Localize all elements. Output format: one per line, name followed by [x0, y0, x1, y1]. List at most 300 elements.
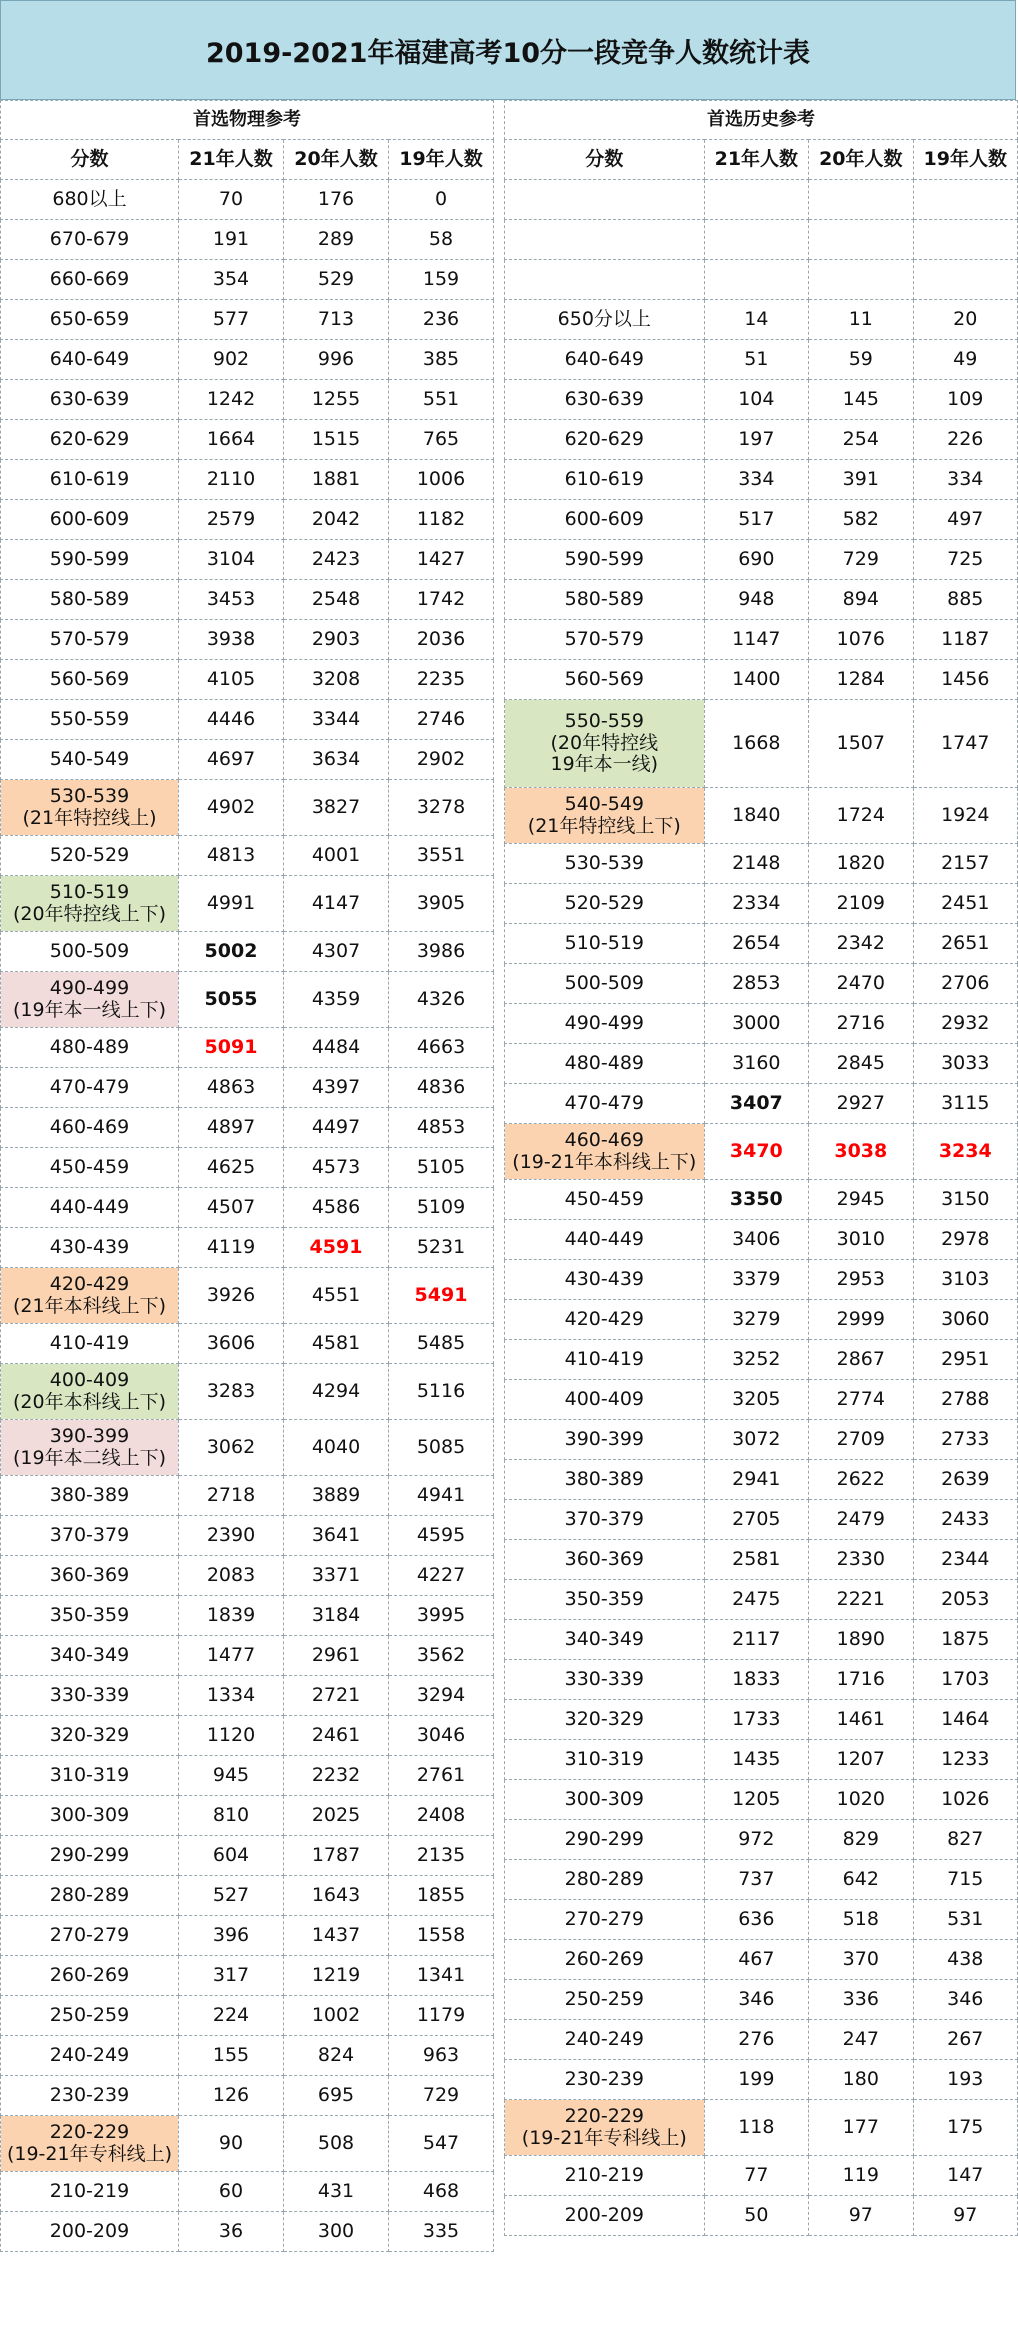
- count-2021: 4813: [179, 836, 284, 876]
- score-range: 520-529: [564, 891, 644, 914]
- count-2019: 20: [913, 300, 1017, 340]
- count-2021: 60: [179, 2172, 284, 2212]
- count-2019: 2733: [913, 1420, 1017, 1460]
- score-range-cell: [505, 1820, 705, 1860]
- score-range: 570-579: [49, 627, 130, 650]
- count-2019: 827: [913, 1820, 1017, 1860]
- count-2020: 4497: [284, 1108, 389, 1148]
- count-2021: 737: [704, 1860, 808, 1900]
- count-2019: 5085: [389, 1420, 494, 1476]
- table-row: [505, 1700, 1018, 1740]
- score-range-cell: [505, 380, 705, 420]
- count-2020: 1724: [809, 788, 913, 844]
- count-2021: 3926: [179, 1268, 284, 1324]
- count-2019: 547: [389, 2116, 494, 2172]
- table-row: [505, 1220, 1018, 1260]
- count-2021: 104: [704, 380, 808, 420]
- score-range-cell: [505, 2156, 705, 2196]
- score-range: 300-309: [49, 1803, 130, 1826]
- count-2020: 829: [809, 1820, 913, 1860]
- physics-group-label: 首选物理参考: [1, 101, 494, 140]
- score-range-cell: [505, 1300, 705, 1340]
- score-range-cell: [1, 1068, 179, 1108]
- score-range-cell: [505, 1260, 705, 1300]
- table-row: [505, 1820, 1018, 1860]
- score-range-cell: [1, 380, 179, 420]
- threshold-note: (19-21年专科线上): [6, 2142, 173, 2165]
- score-range-cell: [505, 1700, 705, 1740]
- count-2019: 346: [913, 1980, 1017, 2020]
- table-row: [505, 1660, 1018, 1700]
- count-2019: 175: [913, 2100, 1017, 2156]
- count-2021: 199: [704, 2060, 808, 2100]
- score-range: 680以上: [52, 187, 127, 210]
- count-2021: 276: [704, 2020, 808, 2060]
- count-2019: 1558: [389, 1916, 494, 1956]
- score-range-cell: [505, 540, 705, 580]
- count-2021: 3062: [179, 1420, 284, 1476]
- count-2021: 2581: [704, 1540, 808, 1580]
- count-2021: 3104: [179, 540, 284, 580]
- score-range: 570-579: [564, 627, 644, 650]
- table-row: [505, 1084, 1018, 1124]
- count-2019: 3033: [913, 1044, 1017, 1084]
- count-2021: 3279: [704, 1300, 808, 1340]
- score-range: 430-439: [564, 1267, 644, 1290]
- table-row: [505, 1044, 1018, 1084]
- count-2019: 3278: [389, 780, 494, 836]
- count-2020: 2221: [809, 1580, 913, 1620]
- physics-table: [0, 100, 494, 2252]
- table-row: [505, 1620, 1018, 1660]
- table-row: [505, 580, 1018, 620]
- score-range-cell: [1, 1636, 179, 1676]
- score-range: 380-389: [564, 1467, 644, 1490]
- score-range: 520-529: [49, 843, 130, 866]
- score-range-cell: [1, 700, 179, 740]
- count-2020: 4397: [284, 1068, 389, 1108]
- table-row: [505, 420, 1018, 460]
- table-row: [505, 1860, 1018, 1900]
- score-range-cell: [1, 972, 179, 1028]
- table-row: [1, 1556, 494, 1596]
- table-row: [1, 620, 494, 660]
- count-2021: 197: [704, 420, 808, 460]
- score-range-cell: [1, 1956, 179, 1996]
- score-range-cell: [1, 580, 179, 620]
- table-row: [1, 1188, 494, 1228]
- count-2019: 5231: [389, 1228, 494, 1268]
- table-row: [505, 260, 1018, 300]
- count-2020: 4307: [284, 932, 389, 972]
- history-group-label: 首选历史参考: [505, 101, 1018, 140]
- score-range-cell: [1, 1836, 179, 1876]
- table-row: [505, 1580, 1018, 1620]
- count-2019: 531: [913, 1900, 1017, 1940]
- count-2021: 1840: [704, 788, 808, 844]
- count-2021: 3072: [704, 1420, 808, 1460]
- score-range-cell: [505, 1420, 705, 1460]
- count-2020: 247: [809, 2020, 913, 2060]
- count-2019: 2706: [913, 964, 1017, 1004]
- table-row: [1, 260, 494, 300]
- table-row: [505, 460, 1018, 500]
- count-2020: 2953: [809, 1260, 913, 1300]
- score-range-cell: [505, 220, 705, 260]
- count-2021: 2941: [704, 1460, 808, 1500]
- table-row: [1, 836, 494, 876]
- score-range: 310-319: [49, 1763, 130, 1786]
- table-row: [1, 1516, 494, 1556]
- score-range-cell: [505, 1660, 705, 1700]
- count-2019: 1006: [389, 460, 494, 500]
- count-2019: 0: [389, 180, 494, 220]
- score-range-cell: [1, 1556, 179, 1596]
- count-2019: 1747: [913, 700, 1017, 788]
- table-row: [505, 700, 1018, 788]
- count-2019: 3551: [389, 836, 494, 876]
- count-2020: 2342: [809, 924, 913, 964]
- table-row: [505, 1004, 1018, 1044]
- count-2021: 517: [704, 500, 808, 540]
- score-range: 240-249: [49, 2043, 130, 2066]
- count-2019: 5485: [389, 1324, 494, 1364]
- count-2019: 4941: [389, 1476, 494, 1516]
- score-range: 200-209: [564, 2203, 644, 2226]
- count-2019: 2651: [913, 924, 1017, 964]
- count-2020: 1255: [284, 380, 389, 420]
- count-2021: 346: [704, 1980, 808, 2020]
- count-2021: 4991: [179, 876, 284, 932]
- count-2020: 4551: [284, 1268, 389, 1324]
- threshold-note: (20年特控线: [550, 731, 659, 754]
- count-2021: 3379: [704, 1260, 808, 1300]
- count-2020: 1207: [809, 1740, 913, 1780]
- count-2021: 4697: [179, 740, 284, 780]
- score-range: 460-469: [564, 1128, 644, 1151]
- count-2019: 963: [389, 2036, 494, 2076]
- table-row: [1, 1068, 494, 1108]
- score-range-cell: [1, 1596, 179, 1636]
- count-2020: 3010: [809, 1220, 913, 1260]
- count-2021: 1833: [704, 1660, 808, 1700]
- table-row: [1, 876, 494, 932]
- score-range: 490-499: [49, 976, 130, 999]
- score-range: 550-559: [564, 709, 644, 732]
- count-2019: 765: [389, 420, 494, 460]
- count-2019: 2746: [389, 700, 494, 740]
- table-row: [1, 580, 494, 620]
- score-range-cell: [1, 300, 179, 340]
- table-row: [505, 788, 1018, 844]
- table-row: [505, 1340, 1018, 1380]
- count-2021: 118: [704, 2100, 808, 2156]
- count-2020: 4040: [284, 1420, 389, 1476]
- score-range: 480-489: [49, 1035, 130, 1058]
- score-range: 320-329: [49, 1723, 130, 1746]
- score-range-cell: [1, 1108, 179, 1148]
- table-row: [505, 2196, 1018, 2236]
- score-range: 350-359: [564, 1587, 644, 1610]
- score-range: 250-259: [564, 1987, 644, 2010]
- count-2021: 70: [179, 180, 284, 220]
- table-row: [505, 1500, 1018, 1540]
- table-row: [505, 1540, 1018, 1580]
- table-row: [1, 1364, 494, 1420]
- score-range: 340-349: [49, 1643, 130, 1666]
- table-row: [1, 180, 494, 220]
- score-range-cell: [505, 1084, 705, 1124]
- table-row: [1, 1996, 494, 2036]
- count-2019: 2978: [913, 1220, 1017, 1260]
- count-2020: 2025: [284, 1796, 389, 1836]
- count-2019: 2451: [913, 884, 1017, 924]
- score-range-cell: [1, 1676, 179, 1716]
- count-2020: 642: [809, 1860, 913, 1900]
- table-row: [505, 340, 1018, 380]
- header-2019: 19年人数: [913, 140, 1017, 180]
- count-2019: 58: [389, 220, 494, 260]
- count-2019: 3115: [913, 1084, 1017, 1124]
- count-2020: 2461: [284, 1716, 389, 1756]
- count-2021: 396: [179, 1916, 284, 1956]
- count-2021: 5055: [179, 972, 284, 1028]
- score-range: 220-229: [564, 2104, 644, 2127]
- count-2020: 3371: [284, 1556, 389, 1596]
- score-range: 410-419: [564, 1347, 644, 1370]
- count-2019: 2761: [389, 1756, 494, 1796]
- count-2019: 3060: [913, 1300, 1017, 1340]
- count-2020: 4581: [284, 1324, 389, 1364]
- count-2019: 2135: [389, 1836, 494, 1876]
- count-2019: 3905: [389, 876, 494, 932]
- count-2021: 1668: [704, 700, 808, 788]
- count-2020: 391: [809, 460, 913, 500]
- table-row: [505, 1740, 1018, 1780]
- count-2020: 2109: [809, 884, 913, 924]
- score-range-cell: [1, 220, 179, 260]
- count-2020: 3889: [284, 1476, 389, 1516]
- score-range-cell: [505, 460, 705, 500]
- threshold-note: (21年特控线上下): [527, 814, 681, 837]
- count-2020: 180: [809, 2060, 913, 2100]
- count-2020: 336: [809, 1980, 913, 2020]
- score-range-cell: [1, 1876, 179, 1916]
- score-range: 310-319: [564, 1747, 644, 1770]
- count-2019: 2639: [913, 1460, 1017, 1500]
- header-2020: 20年人数: [809, 140, 913, 180]
- count-2020: 2479: [809, 1500, 913, 1540]
- score-range-cell: [1, 1716, 179, 1756]
- count-2020: [809, 220, 913, 260]
- count-2021: 1733: [704, 1700, 808, 1740]
- table-row: [505, 380, 1018, 420]
- table-row: [1, 780, 494, 836]
- score-range-cell: [505, 500, 705, 540]
- count-2021: 2718: [179, 1476, 284, 1516]
- count-2019: 3046: [389, 1716, 494, 1756]
- count-2019: 2235: [389, 660, 494, 700]
- count-2020: 3827: [284, 780, 389, 836]
- threshold-note: (19-21年本科线上下): [512, 1150, 697, 1173]
- count-2021: 3470: [704, 1124, 808, 1180]
- score-range-cell: [1, 1268, 179, 1324]
- table-row: [1, 1148, 494, 1188]
- score-range-cell: [505, 884, 705, 924]
- score-range-cell: [505, 1620, 705, 1660]
- table-row: [1, 1756, 494, 1796]
- count-2019: 334: [913, 460, 1017, 500]
- score-range: 610-619: [49, 467, 130, 490]
- table-row: [505, 180, 1018, 220]
- table-row: [505, 1124, 1018, 1180]
- count-2021: 2148: [704, 844, 808, 884]
- count-2019: 49: [913, 340, 1017, 380]
- score-range-cell: [1, 836, 179, 876]
- count-2020: 2709: [809, 1420, 913, 1460]
- count-2019: 2036: [389, 620, 494, 660]
- count-2020: 2961: [284, 1636, 389, 1676]
- count-2019: 2788: [913, 1380, 1017, 1420]
- table-row: [505, 1900, 1018, 1940]
- count-2019: 3150: [913, 1180, 1017, 1220]
- score-range: 630-639: [49, 387, 130, 410]
- count-2021: 527: [179, 1876, 284, 1916]
- count-2020: 59: [809, 340, 913, 380]
- count-2020: 1507: [809, 700, 913, 788]
- count-2019: 4853: [389, 1108, 494, 1148]
- score-range-cell: [505, 660, 705, 700]
- table-row: [505, 2060, 1018, 2100]
- score-range: 540-549: [49, 747, 130, 770]
- count-2020: 431: [284, 2172, 389, 2212]
- score-range: 410-419: [49, 1331, 130, 1354]
- score-range: 360-369: [49, 1563, 130, 1586]
- count-2021: 4863: [179, 1068, 284, 1108]
- count-2021: 50: [704, 2196, 808, 2236]
- count-2021: 2475: [704, 1580, 808, 1620]
- count-2021: [704, 220, 808, 260]
- count-2021: 4446: [179, 700, 284, 740]
- count-2021: 3453: [179, 580, 284, 620]
- score-range-cell: [505, 1340, 705, 1380]
- table-row: [1, 1228, 494, 1268]
- table-row: [1, 1596, 494, 1636]
- count-2020: 2845: [809, 1044, 913, 1084]
- score-range-cell: [1, 1228, 179, 1268]
- count-2021: 155: [179, 2036, 284, 2076]
- score-range: 260-269: [49, 1963, 130, 1986]
- table-row: [505, 884, 1018, 924]
- score-range-cell: [1, 540, 179, 580]
- score-range: 510-519: [564, 931, 644, 954]
- score-range: 650-659: [49, 307, 130, 330]
- count-2020: 1076: [809, 620, 913, 660]
- table-row: [1, 340, 494, 380]
- score-range-cell: [1, 2036, 179, 2076]
- count-2020: 2470: [809, 964, 913, 1004]
- score-range: 500-509: [49, 939, 130, 962]
- score-range: 500-509: [564, 971, 644, 994]
- count-2019: 1026: [913, 1780, 1017, 1820]
- count-2021: 4897: [179, 1108, 284, 1148]
- score-range: 270-279: [49, 1923, 130, 1946]
- count-2020: 4147: [284, 876, 389, 932]
- table-row: [1, 2172, 494, 2212]
- count-2019: 1703: [913, 1660, 1017, 1700]
- score-range: 380-389: [49, 1483, 130, 1506]
- threshold-note: (21年特控线上): [22, 806, 157, 829]
- score-range: 660-669: [49, 267, 130, 290]
- count-2020: 4573: [284, 1148, 389, 1188]
- count-2021: 3938: [179, 620, 284, 660]
- header-score: 分数: [1, 140, 179, 180]
- table-row: [505, 1980, 1018, 2020]
- count-2021: 902: [179, 340, 284, 380]
- score-range: 210-219: [564, 2163, 644, 2186]
- table-row: [1, 1636, 494, 1676]
- count-2021: 2579: [179, 500, 284, 540]
- count-2020: 1002: [284, 1996, 389, 2036]
- count-2020: 145: [809, 380, 913, 420]
- count-2021: 690: [704, 540, 808, 580]
- count-2019: 438: [913, 1940, 1017, 1980]
- threshold-note: (19年本一线上下): [12, 998, 166, 1021]
- table-row: [1, 420, 494, 460]
- count-2019: 715: [913, 1860, 1017, 1900]
- score-range: 280-289: [564, 1867, 644, 1890]
- threshold-note: 19年本一线): [550, 753, 659, 776]
- count-2020: 1515: [284, 420, 389, 460]
- score-range: 400-409: [564, 1387, 644, 1410]
- score-range-cell: [505, 620, 705, 660]
- count-2020: 824: [284, 2036, 389, 2076]
- count-2020: 582: [809, 500, 913, 540]
- table-row: [505, 1300, 1018, 1340]
- score-range-cell: [505, 1500, 705, 1540]
- count-2019: [913, 220, 1017, 260]
- count-2020: 894: [809, 580, 913, 620]
- score-range-cell: [505, 1124, 705, 1180]
- score-range-cell: [505, 964, 705, 1004]
- history-table: [504, 100, 1018, 2236]
- score-range-cell: [1, 932, 179, 972]
- count-2021: 191: [179, 220, 284, 260]
- count-2019: 1341: [389, 1956, 494, 1996]
- count-2019: 551: [389, 380, 494, 420]
- score-range: 550-559: [49, 707, 130, 730]
- count-2021: 126: [179, 2076, 284, 2116]
- count-2019: 2344: [913, 1540, 1017, 1580]
- count-2020: 300: [284, 2212, 389, 2252]
- score-range: 420-429: [564, 1307, 644, 1330]
- score-range: 580-589: [564, 587, 644, 610]
- history-section: [504, 100, 1018, 2236]
- score-range: 240-249: [564, 2027, 644, 2050]
- count-2019: [913, 180, 1017, 220]
- count-2020: [809, 180, 913, 220]
- score-range-cell: [505, 1780, 705, 1820]
- score-range: 440-449: [49, 1195, 130, 1218]
- score-range-cell: [1, 500, 179, 540]
- score-range-cell: [1, 1996, 179, 2036]
- table-row: [1, 1716, 494, 1756]
- score-range-cell: [1, 1420, 179, 1476]
- score-range: 450-459: [49, 1155, 130, 1178]
- count-2020: 119: [809, 2156, 913, 2196]
- count-2019: 236: [389, 300, 494, 340]
- score-range: 390-399: [49, 1424, 130, 1447]
